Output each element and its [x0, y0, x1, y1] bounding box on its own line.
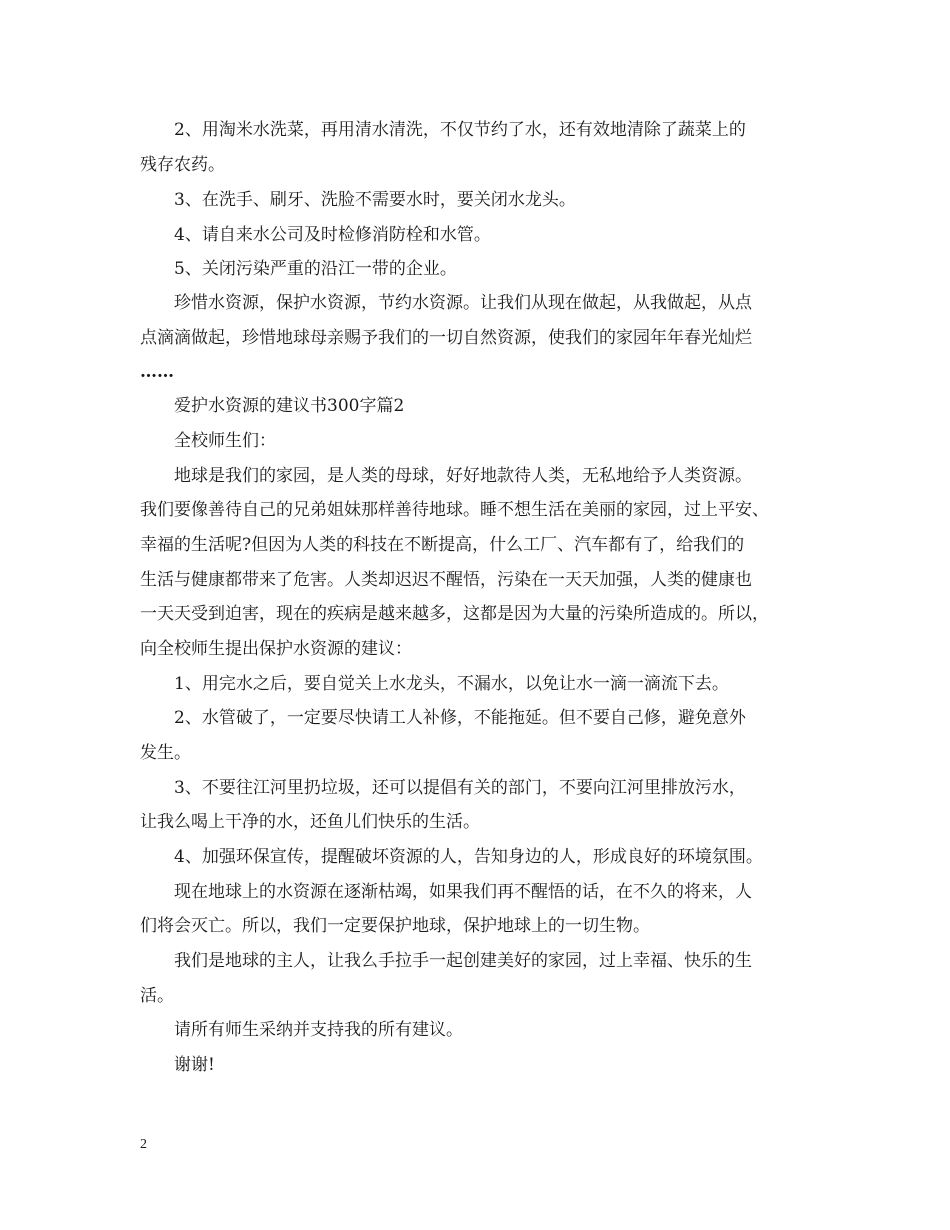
paragraph-line: 活。 — [140, 986, 174, 1006]
paragraph-line: 发生。 — [140, 743, 191, 763]
paragraph-line: 2、用淘米水洗菜，再用清水清洗，不仅节约了水，还有效地清除了蔬菜上的 — [174, 120, 746, 140]
paragraph-line: 5、关闭污染严重的沿江一带的企业。 — [174, 259, 457, 279]
paragraph-line: 我们是地球的主人，让我么手拉手一起创建美好的家园，过上幸福、快乐的生 — [174, 951, 752, 971]
paragraph-line: 幸福的生活呢?但因为人类的科技在不断提高，什么工厂、汽车都有了，给我们的 — [140, 535, 745, 555]
paragraph-line: 一天天受到迫害，现在的疾病是越来越多，这都是因为大量的污染所造成的。所以， — [140, 604, 769, 624]
paragraph-line: 向全校师生提出保护水资源的建议： — [140, 639, 412, 659]
salutation: 全校师生们： — [174, 431, 276, 451]
paragraph-line: 4、请自来水公司及时检修消防栓和水管。 — [174, 225, 491, 245]
paragraph-line: 3、不要往江河里扔垃圾，还可以提倡有关的部门，不要向江河里排放污水， — [174, 778, 746, 798]
paragraph-line: 3、在洗手、刷牙、洗脸不需要水时，要关闭水龙头。 — [174, 190, 576, 210]
paragraph-line: 我们要像善待自己的兄弟姐妹那样善待地球。睡不想生活在美丽的家园，过上平安、 — [140, 500, 769, 520]
paragraph-line: 残存农药。 — [140, 155, 225, 175]
paragraph-line: 地球是我们的家园，是人类的母球，好好地款待人类，无私地给予人类资源。 — [174, 466, 752, 486]
paragraph-line: 1、用完水之后，要自觉关上水龙头，不漏水，以免让水一滴一滴流下去。 — [174, 674, 729, 694]
paragraph-line: 珍惜水资源，保护水资源，节约水资源。让我们从现在做起，从我做起，从点 — [174, 293, 752, 313]
closing-line: 谢谢! — [174, 1055, 215, 1075]
page-number: 2 — [140, 1137, 147, 1152]
ellipsis-line: …… — [140, 362, 174, 382]
paragraph-line: 请所有师生采纳并支持我的所有建议。 — [174, 1020, 463, 1040]
paragraph-line: 让我么喝上干净的水，还鱼儿们快乐的生活。 — [140, 812, 480, 832]
paragraph-line: 生活与健康都带来了危害。人类却迟迟不醒悟，污染在一天天加强，人类的健康也 — [140, 570, 752, 590]
paragraph-line: 4、加强环保宣传，提醒破坏资源的人，告知身边的人，形成良好的环境氛围。 — [174, 847, 763, 867]
paragraph-line: 现在地球上的水资源在逐渐枯竭，如果我们再不醒悟的话，在不久的将来，人 — [174, 882, 752, 902]
section-title: 爱护水资源的建议书300字篇2 — [174, 396, 405, 416]
paragraph-line: 2、水管破了，一定要尽快请工人补修，不能拖延。但不要自己修，避免意外 — [174, 708, 746, 728]
paragraph-line: 点滴滴做起，珍惜地球母亲赐予我们的一切自然资源，使我们的家园年年春光灿烂 — [140, 328, 752, 348]
paragraph-line: 们将会灭亡。所以，我们一定要保护地球，保护地球上的一切生物。 — [140, 916, 650, 936]
